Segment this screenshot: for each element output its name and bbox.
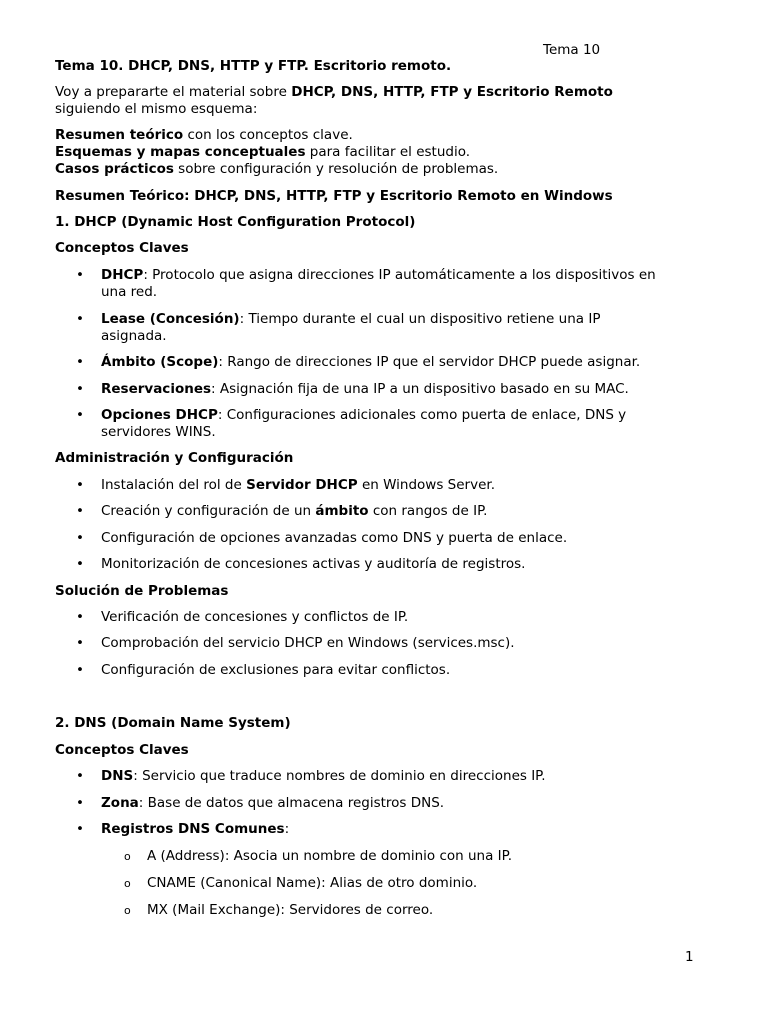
sub-list-item: MX (Mail Exchange): Servidores de correo.	[147, 902, 434, 918]
bullet-icon: •	[76, 503, 84, 519]
dhcp-concepts-heading: Conceptos Claves	[55, 240, 189, 256]
dns-heading: 2. DNS (Domain Name System)	[55, 715, 291, 731]
sub-bullet-icon: o	[124, 904, 131, 917]
bullet-icon: •	[76, 635, 84, 651]
list-item: Lease (Concesión): Tiempo durante el cual un dispositivo retiene una IP asignada.	[101, 311, 601, 344]
list-item: DHCP: Protocolo que asigna direcciones IP automáticamente a los dispositivos en una red.	[101, 267, 656, 300]
list-item: Configuración de opciones avanzadas como DNS y puerta de enlace.	[101, 530, 568, 546]
list-item: Monitorización de concesiones activas y auditoría de registros.	[101, 556, 526, 572]
list-item: Configuración de exclusiones para evitar conflictos.	[101, 662, 451, 678]
bullet-icon: •	[76, 795, 84, 811]
dns-concepts-heading: Conceptos Claves	[55, 742, 189, 758]
bullet-icon: •	[76, 407, 84, 423]
list-item: Comprobación del servicio DHCP en Windows (services.msc).	[101, 635, 515, 651]
checklist-item: Casos prácticos sobre configuración y resolución de problemas.	[55, 161, 499, 177]
sub-bullet-icon: o	[124, 850, 131, 863]
dhcp-problems-heading: Solución de Problemas	[55, 583, 229, 599]
bullet-icon: •	[76, 530, 84, 546]
bullet-icon: •	[76, 768, 84, 784]
summary-heading: Resumen Teórico: DHCP, DNS, HTTP, FTP y Escritorio Remoto en Windows	[55, 188, 613, 204]
list-item: Opciones DHCP: Configuraciones adicionales como puerta de enlace, DNS y servidores WINS.	[101, 407, 627, 440]
bullet-icon: •	[76, 821, 84, 837]
dhcp-admin-heading: Administración y Configuración	[55, 450, 294, 466]
list-item: Reservaciones: Asignación fija de una IP a un dispositivo basado en su MAC.	[101, 381, 629, 397]
list-item: DNS: Servicio que traduce nombres de dominio en direcciones IP.	[101, 768, 546, 784]
intro-line-1: Voy a prepararte el material sobre DHCP, DNS, HTTP, FTP y Escritorio Remoto	[55, 84, 613, 100]
checklist-item: Resumen teórico con los conceptos clave.	[55, 127, 353, 143]
bullet-icon: •	[76, 311, 84, 327]
intro-line-2: siguiendo el mismo esquema:	[55, 101, 258, 117]
bullet-icon: •	[76, 609, 84, 625]
list-item: Ámbito (Scope): Rango de direcciones IP que el servidor DHCP puede asignar.	[101, 354, 641, 370]
bullet-icon: •	[76, 381, 84, 397]
list-item: Instalación del rol de Servidor DHCP en Windows Server.	[101, 477, 495, 493]
bullet-icon: •	[76, 267, 84, 283]
dhcp-heading: 1. DHCP (Dynamic Host Configuration Protocol)	[55, 214, 416, 230]
sub-bullet-icon: o	[124, 877, 131, 890]
list-item: Registros DNS Comunes:	[101, 821, 290, 837]
document-title: Tema 10. DHCP, DNS, HTTP y FTP. Escritorio remoto.	[55, 58, 452, 74]
bullet-icon: •	[76, 556, 84, 572]
sub-list-item: A (Address): Asocia un nombre de dominio con una IP.	[147, 848, 512, 864]
bullet-icon: •	[76, 662, 84, 678]
list-item: Verificación de concesiones y conflictos de IP.	[101, 609, 409, 625]
list-item: Zona: Base de datos que almacena registros DNS.	[101, 795, 445, 811]
checklist-item: Esquemas y mapas conceptuales para facilitar el estudio.	[55, 144, 471, 160]
list-item: Creación y configuración de un ámbito con rangos de IP.	[101, 503, 488, 519]
page-header: Tema 10	[543, 42, 601, 58]
bullet-icon: •	[76, 477, 84, 493]
bullet-icon: •	[76, 354, 84, 370]
page-number: 1	[685, 949, 694, 965]
sub-list-item: CNAME (Canonical Name): Alias de otro dominio.	[147, 875, 478, 891]
